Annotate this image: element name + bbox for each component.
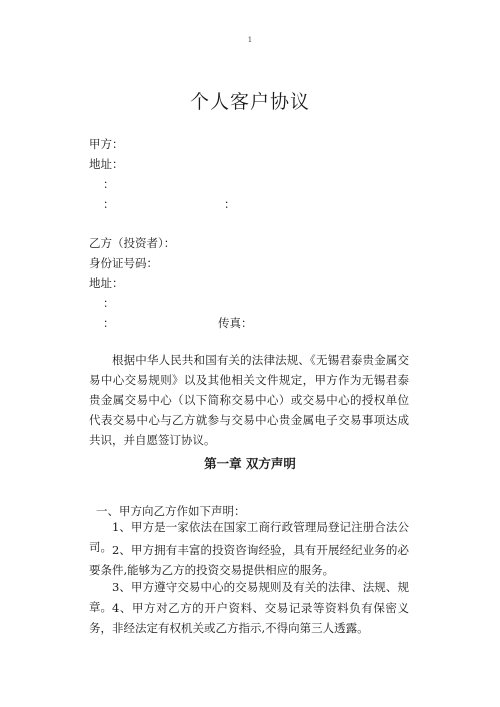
statement-item-3: 3、甲方遵守交易中心的交易规则及有关的法律、法规、规章。 [89,580,409,614]
party-b-blank-colon-2: ： [103,316,115,330]
party-b-blank-colon-1: ： [103,296,115,310]
party-a-label: 甲方： [89,137,124,151]
statement-item-2: 2、甲方拥有丰富的投资咨询经验，具有开展经纪业务的必要条件,能够为乙方的投资交易提供相应的服务。 [89,543,409,577]
party-b-address-label: 地址： [89,276,124,290]
party-b-fax-label: 传真： [218,316,253,330]
intro-paragraph: 根据中华人民共和国有关的法律法规、《无锡君泰贵金属交易中心交易规则》以及其他相关文件规定，甲方作为无锡君泰贵金属交易中心（以下简称交易中心）或交易中心的授权单位代表交易中心与乙方就参与交易中心贵金属电子交易事项达成共识，并自愿签订协议。 [89,353,409,447]
statement-item-4: 4、甲方对乙方的开户资料、交易记录等资料负有保密义务，非经法定有权机关或乙方指示,不得向第三人透露。 [89,601,409,635]
party-a-blank-colon-2: ： [103,197,115,211]
page-number: 1 [247,36,253,44]
party-a-blank-colon-3: ： [224,197,236,211]
section-heading: 一、甲方向乙方作如下声明： [96,504,246,518]
party-b-label: 乙方（投资者）： [89,236,176,250]
party-a-address-label: 地址： [89,157,124,171]
chapter-heading: 第一章 双方声明 [204,456,296,471]
party-a-blank-colon-1: ： [103,177,115,191]
statement-item-1: 1、甲方是一家依法在国家工商行政管理局登记注册合法公司。 [89,520,409,554]
document-title: 个人客户协议 [189,91,310,113]
party-b-id-label: 身份证号码： [89,256,158,270]
